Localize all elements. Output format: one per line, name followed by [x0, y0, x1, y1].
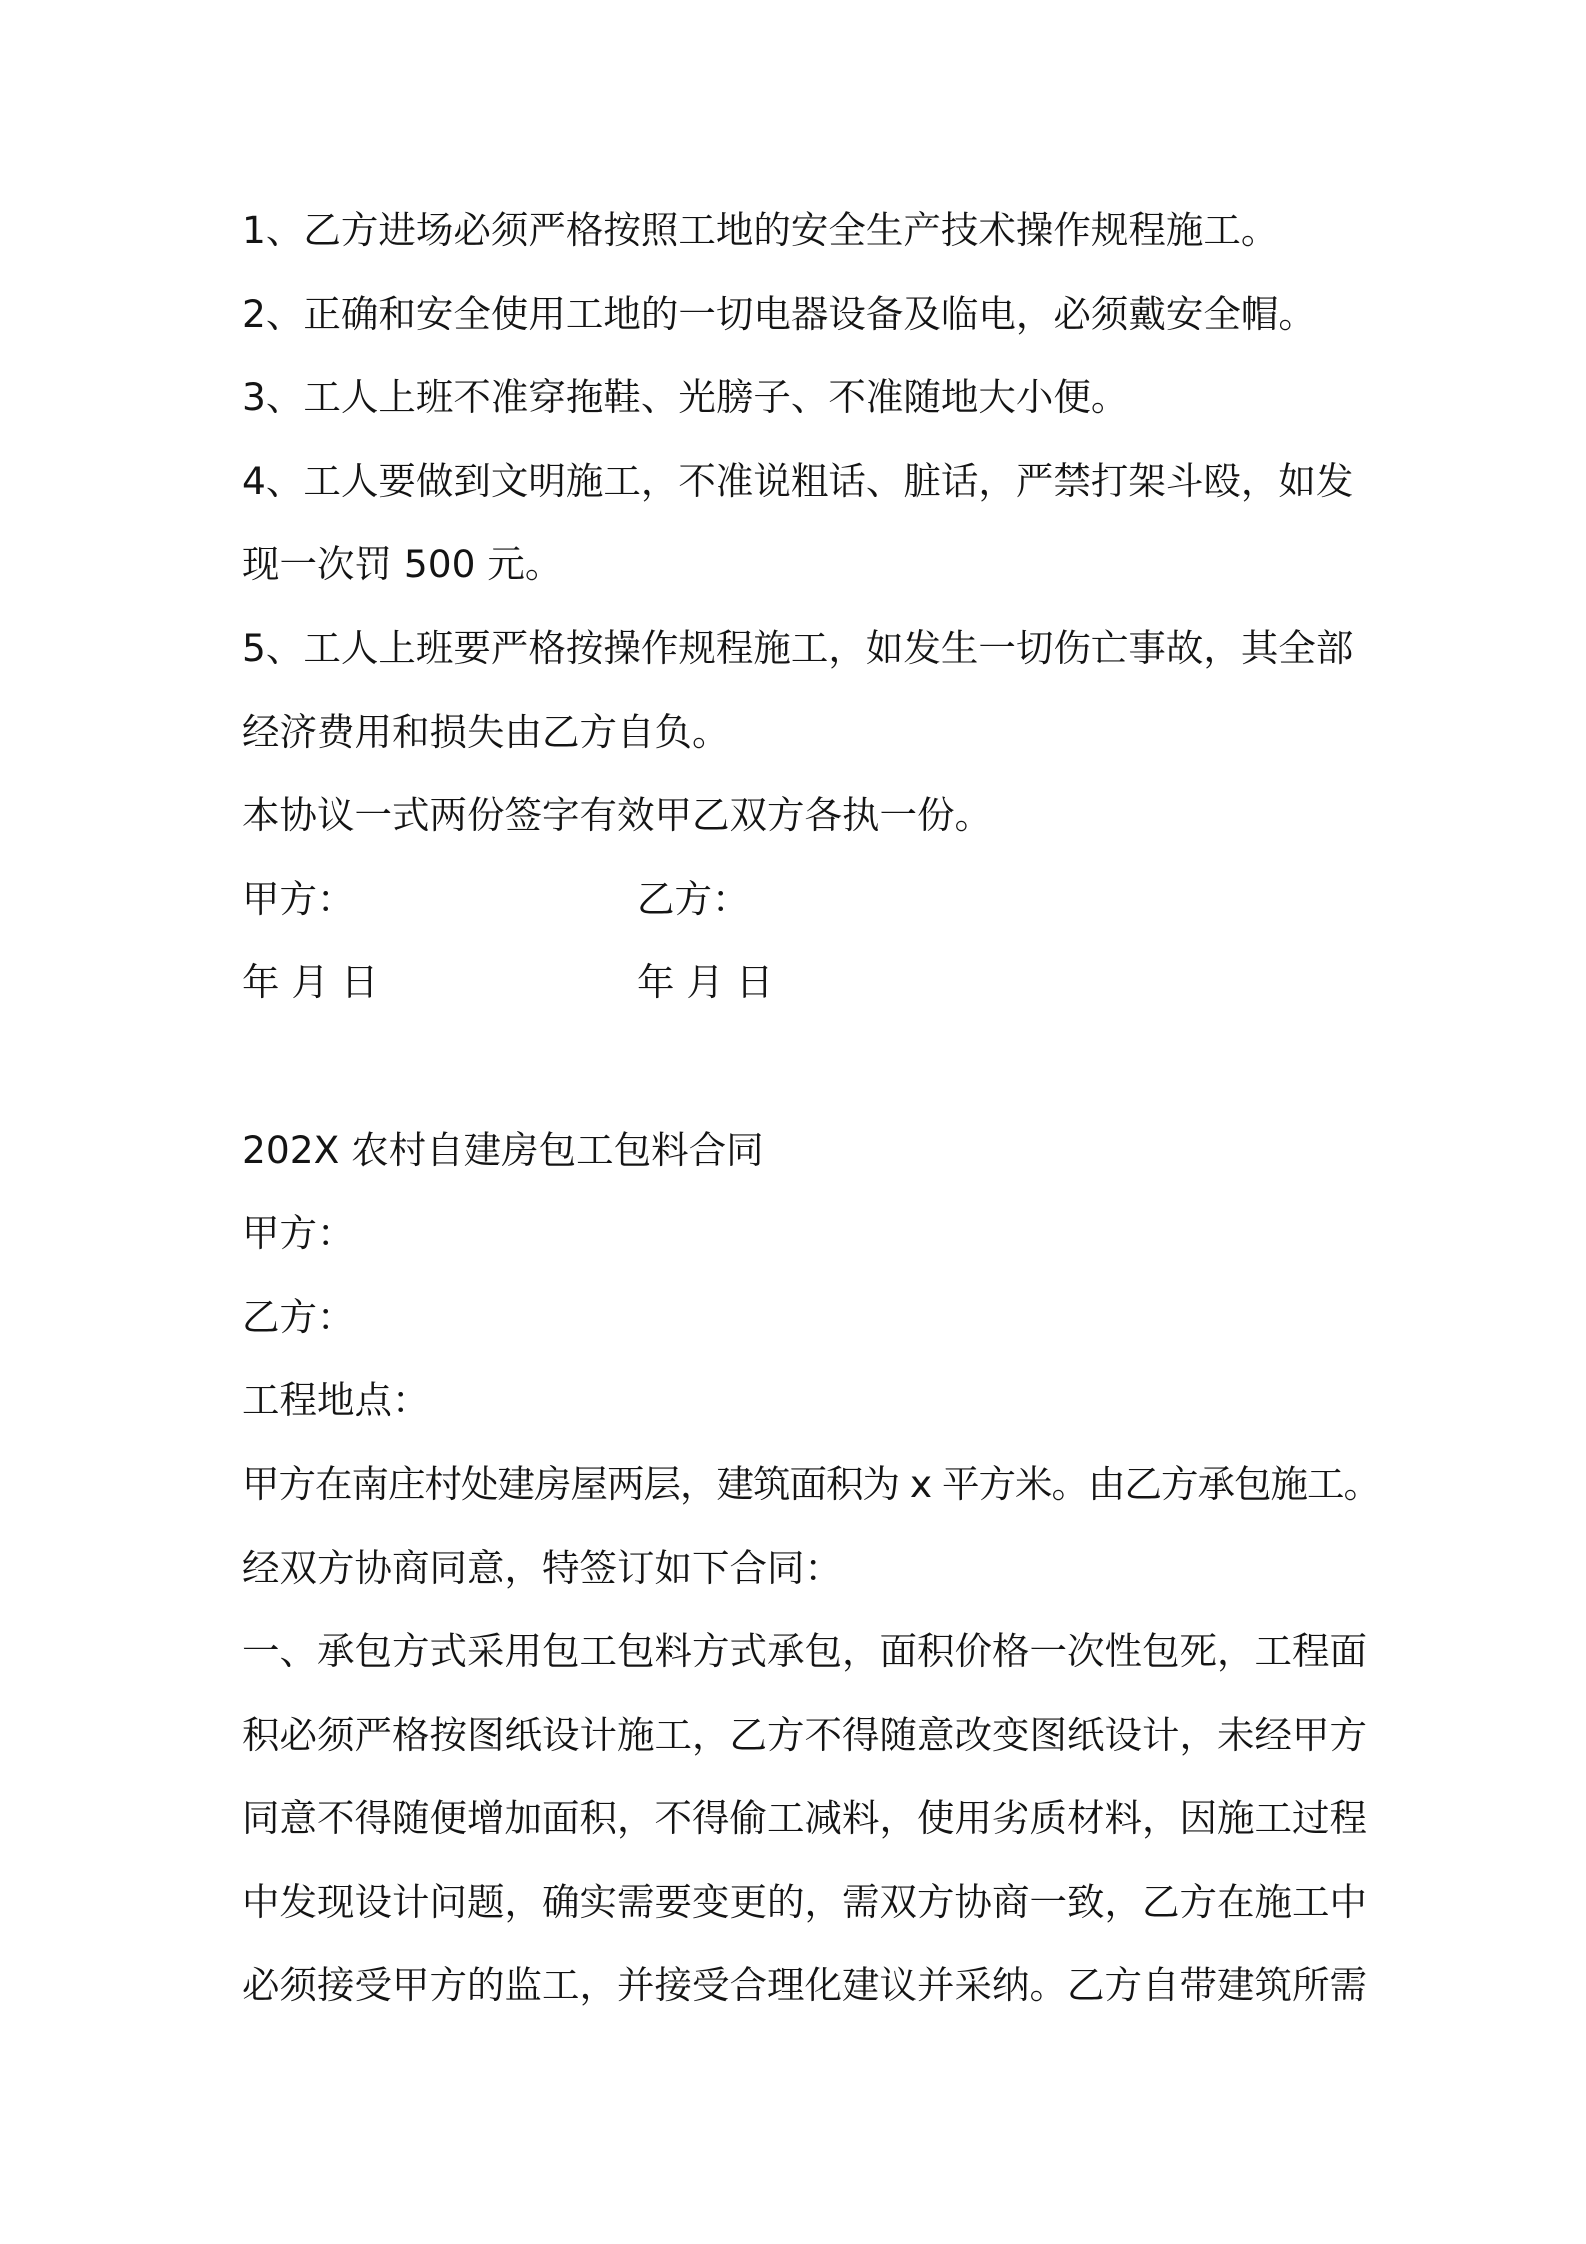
rule-item-1: 1、乙方进场必须严格按照工地的安全生产技术操作规程施工。	[242, 208, 1279, 252]
contract-section	[242, 1109, 1442, 2029]
section-spacer	[242, 1025, 1442, 1109]
document-page	[242, 189, 1442, 2028]
party-a-date: 年 月 日	[242, 960, 379, 1005]
clause-1-line-2: 积必须严格按图纸设计施工，乙方不得随意改变图纸设计，未经甲方	[242, 1712, 1367, 1757]
rule-item-3: 3、工人上班不准穿拖鞋、光膀子、不准随地大小便。	[242, 375, 1129, 420]
rule-item-2: 2、正确和安全使用工地的一切电器设备及临电，必须戴安全帽。	[242, 291, 1316, 336]
party-b-date: 年 月 日	[637, 960, 774, 1005]
clause-1-line-1: 一、承包方式采用包工包料方式承包，面积价格一次性包死，工程面	[242, 1629, 1367, 1674]
date-row	[242, 941, 1442, 1025]
contract-agreement-statement: 经双方协商同意，特签订如下合同：	[242, 1545, 842, 1590]
project-location-field: 工程地点：	[242, 1378, 430, 1423]
clause-1-line-4: 中发现设计问题，确实需要变更的，需双方协商一致，乙方在施工中	[242, 1879, 1367, 1924]
contract-intro: 甲方在南庄村处建房屋两层，建筑面积为 x 平方米。由乙方承包施工。	[242, 1461, 1381, 1506]
clause-1-line-3: 同意不得随便增加面积，不得偷工减料，使用劣质材料，因施工过程	[242, 1796, 1367, 1841]
party-a-field: 甲方：	[242, 1211, 355, 1256]
contract-title: 202X 农村自建房包工包料合同	[242, 1127, 764, 1172]
rule-item-4-line-2: 现一次罚 500 元。	[242, 542, 563, 587]
contract-clause-1	[242, 1610, 1442, 2028]
safety-rules-section	[242, 189, 1442, 1025]
clause-1-line-5: 必须接受甲方的监工，并接受合理化建议并采纳。乙方自带建筑所需	[242, 1963, 1367, 2008]
rule-item-5-line-1: 5、工人上班要严格按操作规程施工，如发生一切伤亡事故，其全部	[242, 625, 1354, 670]
rule-item-5	[242, 607, 1442, 774]
rule-item-4-line-1: 4、工人要做到文明施工，不准说粗话、脏话，严禁打架斗殴，如发	[242, 458, 1354, 503]
party-a-signature-label: 甲方：	[242, 876, 355, 921]
party-b-signature-label: 乙方：	[637, 876, 750, 921]
rule-item-5-line-2: 经济费用和损失由乙方自负。	[242, 709, 730, 754]
signature-row	[242, 858, 1442, 942]
rule-item-4	[242, 440, 1442, 607]
party-b-field: 乙方：	[242, 1294, 355, 1339]
agreement-closing: 本协议一式两份签字有效甲乙双方各执一份。	[242, 793, 992, 838]
